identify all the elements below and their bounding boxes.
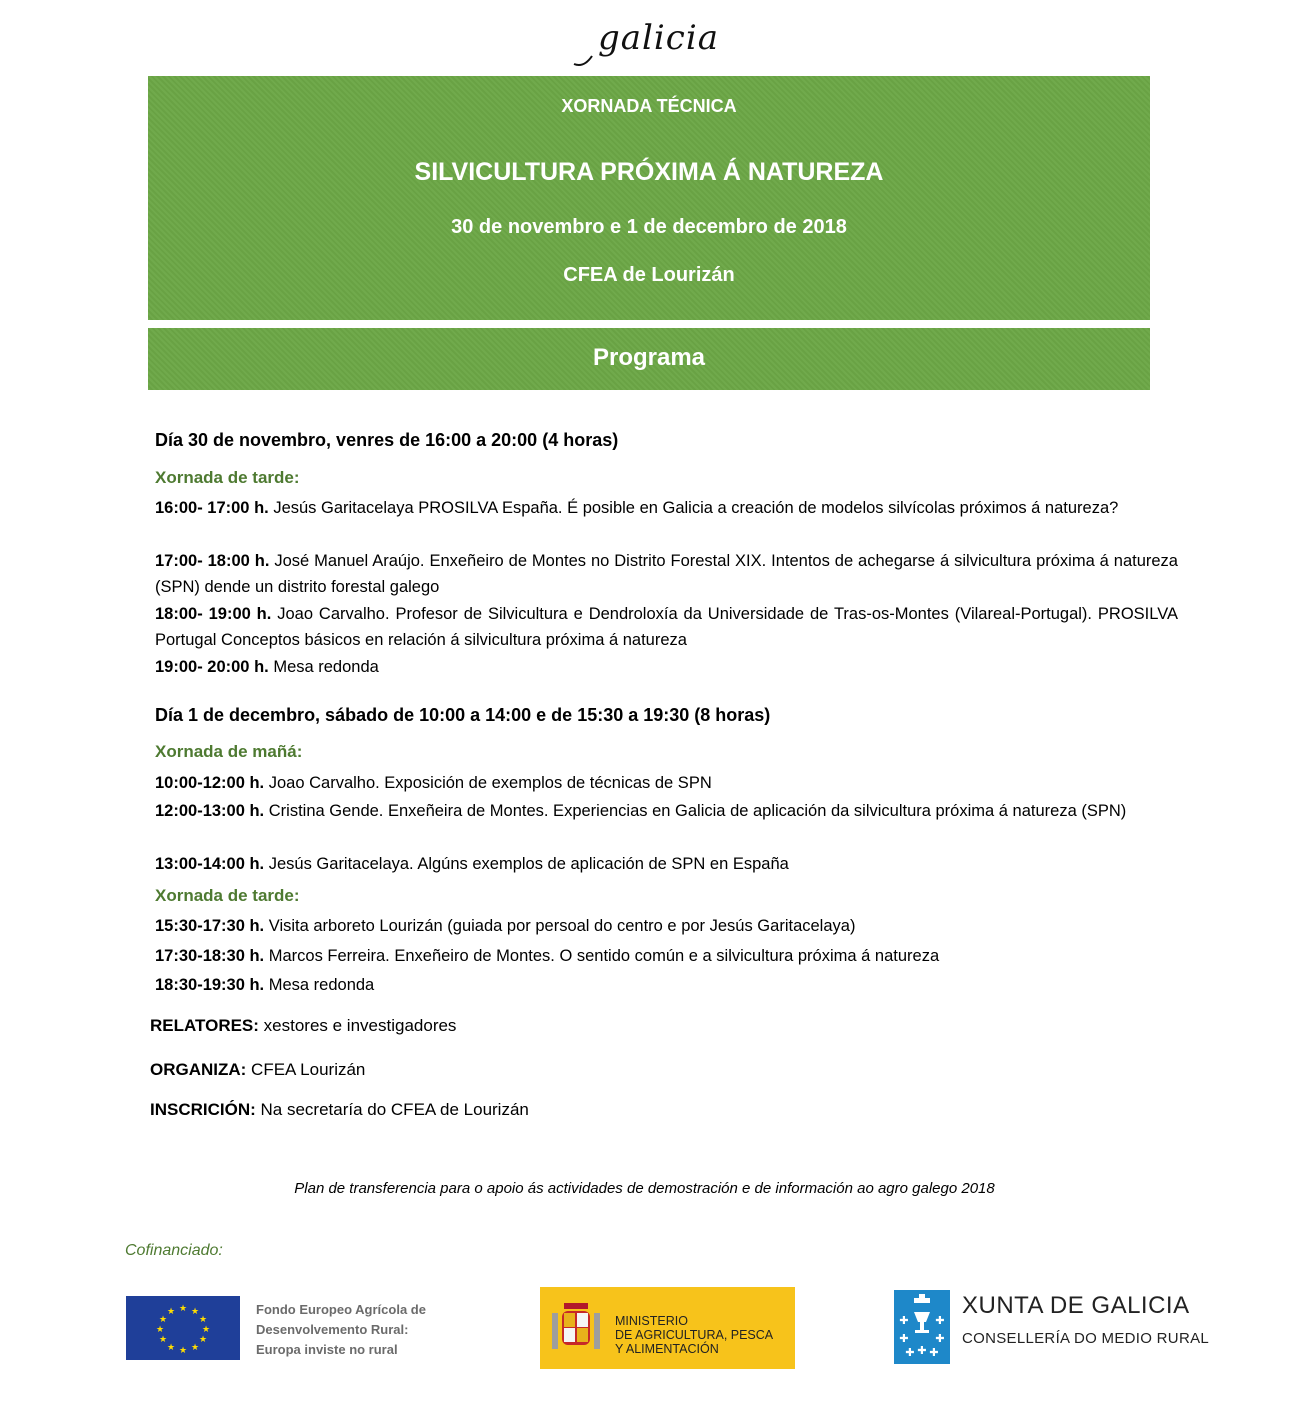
inscricion-value: Na secretaría do CFEA de Lourizán [255,1100,529,1119]
schedule-text: Mesa redonda [264,976,375,994]
svg-text:✚: ✚ [899,1332,909,1345]
svg-text:★: ★ [201,1325,211,1335]
svg-text:★: ★ [158,1335,168,1345]
schedule-item [155,972,1178,998]
xunta-emblem-icon [894,1290,950,1364]
day1-heading: Día 30 de novembro, venres de 16:00 a 20:00 (4 horas) [155,430,619,450]
schedule-time: 18:00- 19:00 h. [155,605,272,623]
svg-text:★: ★ [198,1315,208,1325]
eu-line: Desenvolvemento Rural: [256,1322,409,1337]
organiza-label: ORGANIZA: [150,1060,247,1079]
ministry-line: Y ALIMENTACIÓN [615,1342,719,1356]
day2-heading: Día 1 de decembro, sábado de 10:00 a 14:00 e de 15:30 a 19:30 (8 horas) [155,705,771,725]
svg-text:✚: ✚ [905,1346,915,1359]
schedule-time: 17:30-18:30 h. [155,947,265,965]
inscricion-label: INSCRICIÓN: [150,1100,256,1119]
programa-heading: Programa [592,344,706,371]
schedule-item [155,654,1178,680]
svg-text:★: ★ [166,1307,176,1317]
inscricion-line [150,1100,529,1120]
eu-line: Fondo Europeo Agrícola de [256,1302,426,1317]
day2-session-morning: Xornada de mañá: [155,742,303,761]
ministry-line: DE AGRICULTURA, PESCA [615,1328,774,1342]
svg-text:✚: ✚ [935,1332,945,1345]
schedule-item [155,913,1178,939]
schedule-item [155,601,1178,653]
event-dates: 30 de novembro e 1 de decembro de 2018 [451,216,847,238]
schedule-time: 18:30-19:30 h. [155,976,265,994]
relatores-line [150,1016,456,1036]
svg-text:✚: ✚ [899,1314,909,1327]
eu-fund-text [256,1300,426,1360]
schedule-text: Cristina Gende. Enxeñeira de Montes. Experiencias en Galicia de aplicación da silvicultura próxima á natureza (SPN) [264,802,1127,820]
eu-flag-icon [126,1296,240,1360]
galicia-logo: galicia [598,18,719,58]
schedule-item [155,548,1178,600]
schedule-item [155,943,1178,969]
schedule-time: 12:00-13:00 h. [155,802,265,820]
relatores-value: xestores e investigadores [258,1016,457,1035]
svg-text:★: ★ [178,1346,188,1356]
schedule-item [155,798,1178,824]
organiza-line [150,1060,365,1080]
schedule-time: 17:00- 18:00 h. [155,552,270,570]
header-banner [148,76,1150,320]
svg-text:★: ★ [158,1315,168,1325]
schedule-time: 19:00- 20:00 h. [155,658,269,676]
schedule-text: Joao Carvalho. Profesor de Silvicultura e Dendroloxía da Universidade de Tras-os-Montes (Vilareal-Portugal). PROSILVA Portugal Conceptos básicos en relación á silvicultura próxima á natureza [155,605,1178,649]
organiza-value: CFEA Lourizán [246,1060,366,1079]
schedule-time: 13:00-14:00 h. [155,855,265,873]
schedule-time: 10:00-12:00 h. [155,774,265,792]
svg-text:★: ★ [198,1335,208,1345]
plan-note: Plan de transferencia para o apoio ás actividades de demostración e de información ao agro galego 2018 [294,1180,995,1197]
svg-text:★: ★ [155,1325,165,1335]
svg-text:✚: ✚ [917,1344,927,1357]
schedule-text: Jesús Garitacelaya. Algúns exemplos de aplicación de SPN en España [264,855,789,873]
xunta-title: XUNTA DE GALICIA [962,1292,1190,1319]
relatores-label: RELATORES: [150,1016,259,1035]
schedule-text: Visita arboreto Lourizán (guiada por persoal do centro e por Jesús Garitacelaya) [264,917,856,935]
svg-text:★: ★ [190,1307,200,1317]
xunta-subtitle: CONSELLERÍA DO MEDIO RURAL [962,1330,1210,1347]
svg-text:★: ★ [166,1343,176,1353]
schedule-time: 15:30-17:30 h. [155,917,265,935]
schedule-text: José Manuel Araújo. Enxeñeiro de Montes no Distrito Forestal XIX. Intentos de achegarse á silvicultura próxima á natureza (SPN) dende un distrito forestal galego [155,552,1178,596]
programa-banner [148,328,1150,390]
schedule-text: Joao Carvalho. Exposición de exemplos de técnicas de SPN [264,774,712,792]
spain-coat-of-arms-icon [548,1297,604,1359]
event-kicker: XORNADA TÉCNICA [561,96,737,116]
svg-text:✚: ✚ [935,1314,945,1327]
day1-session-afternoon: Xornada de tarde: [155,468,300,487]
schedule-text: Marcos Ferreira. Enxeñeiro de Montes. O sentido común e a silvicultura próxima á natureza [264,947,940,965]
schedule-text: Mesa redonda [268,658,379,676]
schedule-time: 16:00- 17:00 h. [155,499,269,517]
event-venue: CFEA de Lourizán [563,264,735,286]
ministry-line: MINISTERIO [615,1314,688,1328]
svg-text:★: ★ [190,1343,200,1353]
schedule-item [155,495,1178,521]
schedule-text: Jesús Garitacelaya PROSILVA España. É posible en Galicia a creación de modelos silvícolas próximos á natureza? [268,499,1119,517]
schedule-item [155,851,1178,877]
logo-swoosh-icon [570,46,610,68]
cofinanciado-label: Cofinanciado: [125,1242,223,1259]
ministry-text [615,1314,773,1356]
svg-text:✚: ✚ [929,1346,939,1359]
day2-session-afternoon: Xornada de tarde: [155,886,300,905]
event-title: SILVICULTURA PRÓXIMA Á NATUREZA [414,158,884,186]
schedule-item [155,770,1178,796]
eu-line: Europa inviste no rural [256,1342,398,1357]
svg-text:★: ★ [178,1304,188,1314]
